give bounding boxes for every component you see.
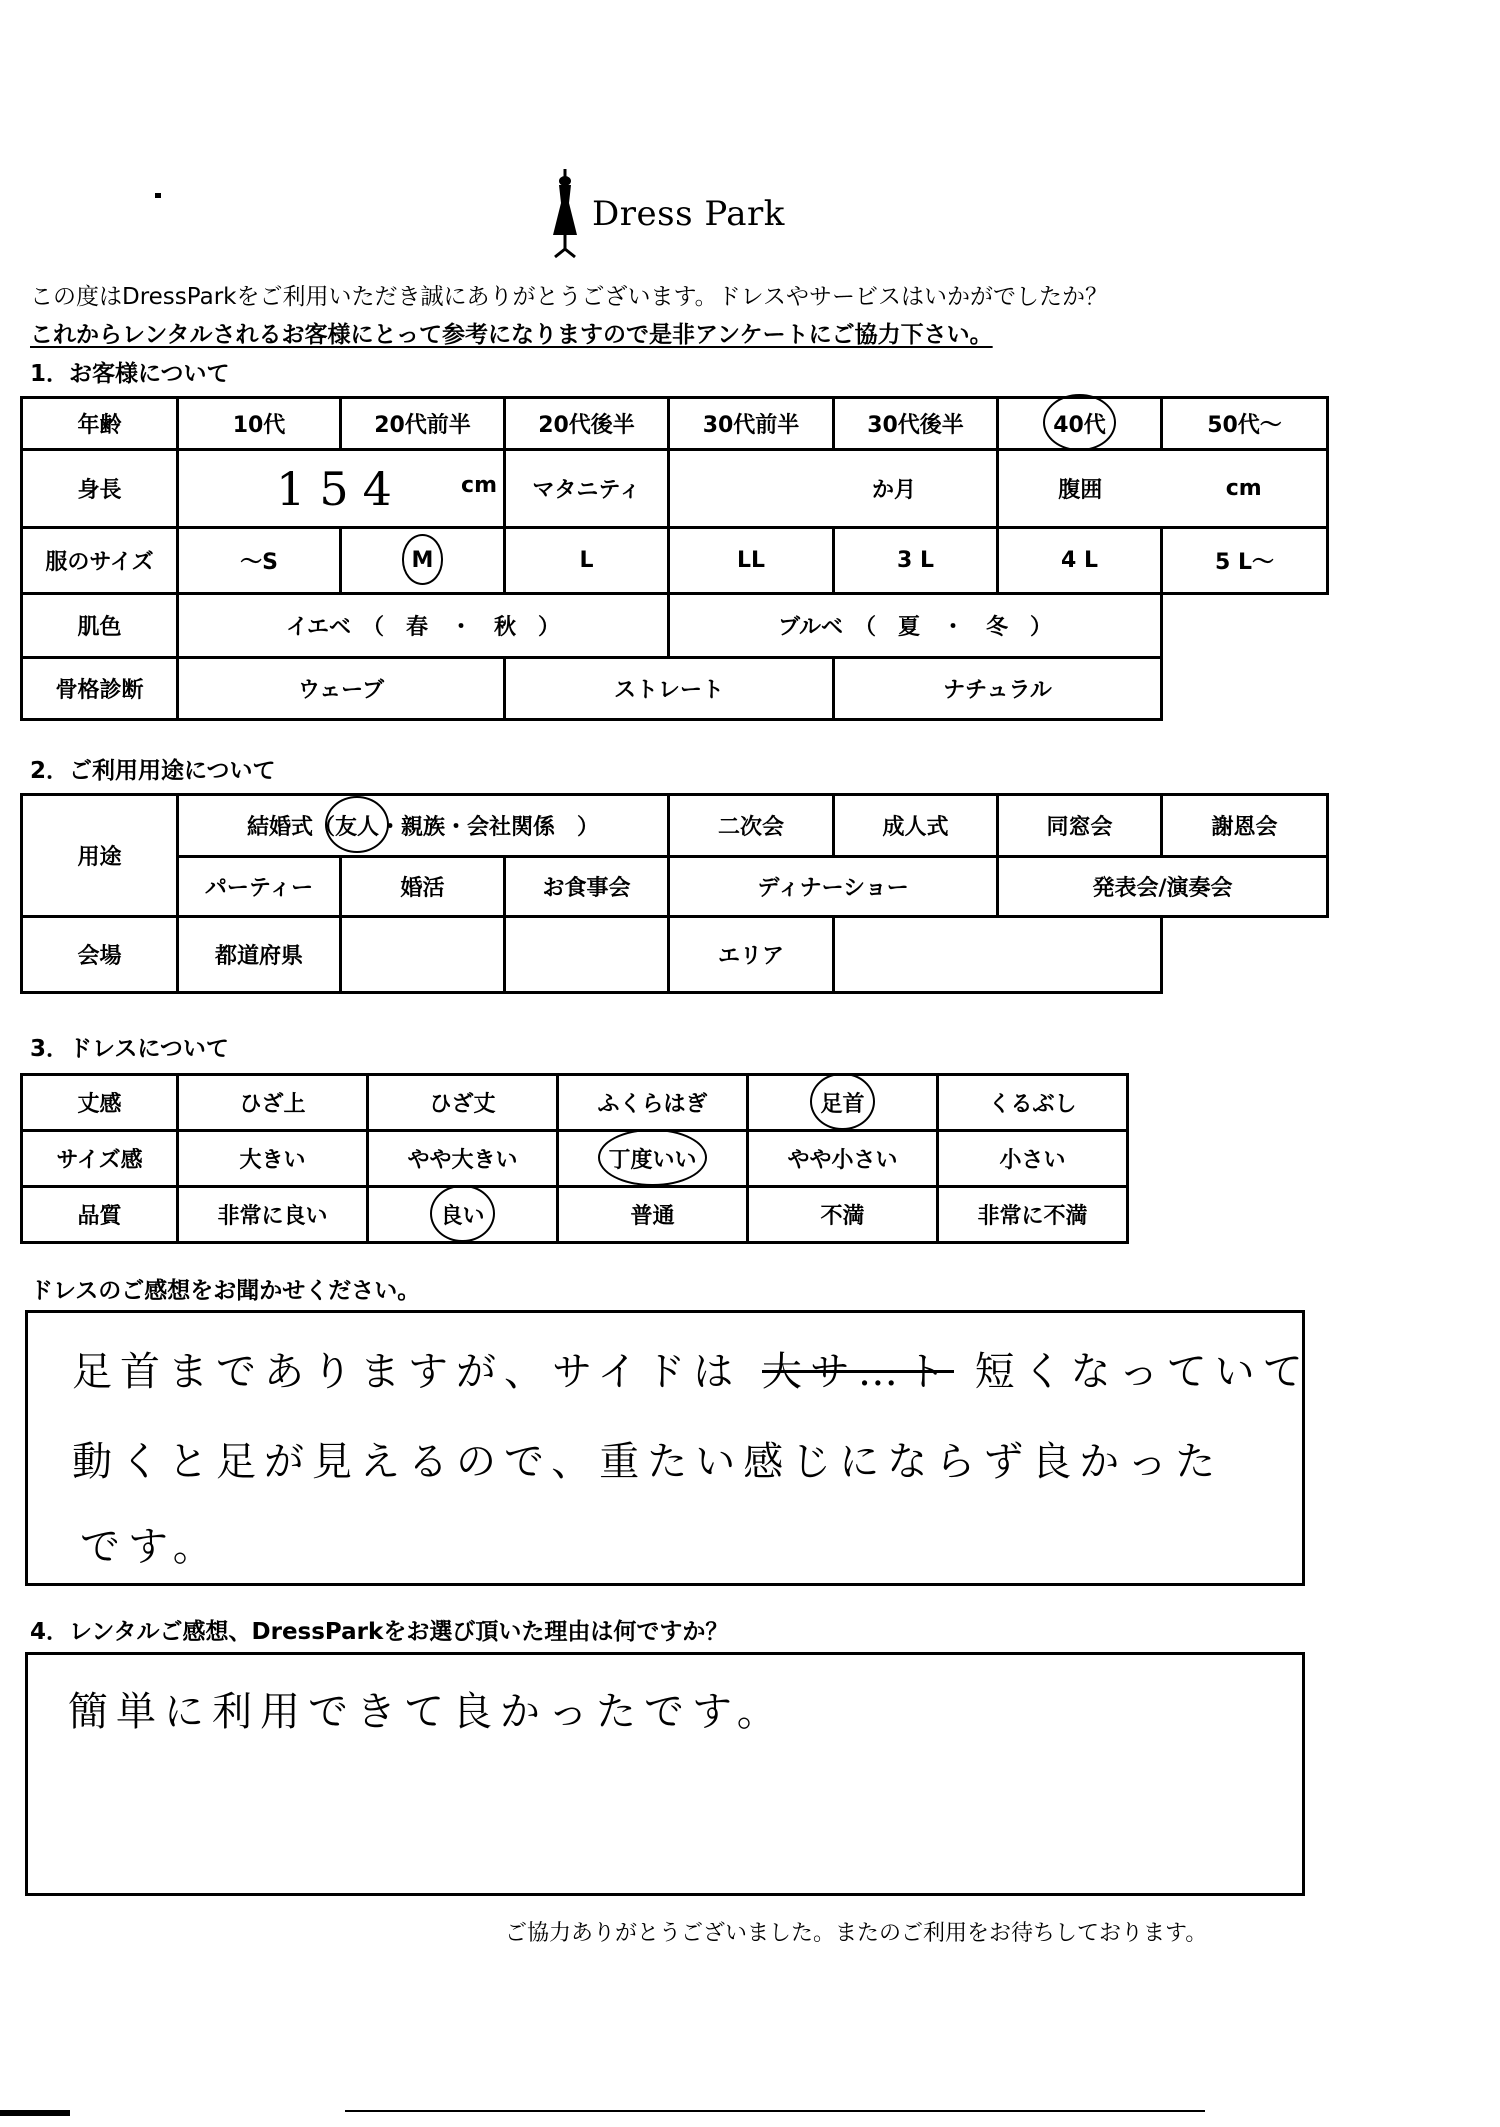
age-option[interactable]: 20代後半 xyxy=(505,398,669,450)
purpose-option[interactable]: 同窓会 xyxy=(998,795,1162,857)
fit-option[interactable]: やや大きい xyxy=(368,1131,558,1187)
dress-table xyxy=(20,1073,1129,1244)
quality-option[interactable]: 不満 xyxy=(748,1187,938,1243)
frame-label: 骨格診断 xyxy=(22,658,178,720)
scan-speck xyxy=(155,193,161,198)
reason-answer: 簡単に利用できて良かったです。 xyxy=(68,1689,785,1735)
maternity-label: マタニティ xyxy=(505,450,669,528)
height-label: 身長 xyxy=(22,450,178,528)
length-option[interactable]: ふくらはぎ xyxy=(558,1075,748,1131)
purpose-option[interactable]: 謝恩会 xyxy=(1162,795,1328,857)
maternity-unit: か月 xyxy=(871,478,916,503)
selection-circle: 丁度いい xyxy=(608,1143,696,1174)
skin-blue-option[interactable]: ブルベ （ 夏 ・ 冬 ） xyxy=(669,594,1162,658)
quality-option[interactable]: 非常に不満 xyxy=(938,1187,1128,1243)
fit-option-selected[interactable] xyxy=(558,1131,748,1187)
frame-row xyxy=(22,658,1328,720)
age-label: 年齢 xyxy=(22,398,178,450)
size-option-selected[interactable] xyxy=(341,528,505,594)
quality-option-selected[interactable] xyxy=(368,1187,558,1243)
waist-unit: cm xyxy=(1225,476,1262,501)
dress-icon xyxy=(550,169,580,259)
wedding-suffix: ・親族・会社関係 ） xyxy=(379,815,600,840)
quality-option[interactable]: 普通 xyxy=(558,1187,748,1243)
wedding-prefix: 結婚式（ xyxy=(246,815,335,840)
purpose-option[interactable]: 二次会 xyxy=(669,795,834,857)
scan-line xyxy=(0,2110,70,2116)
selection-circle: M xyxy=(411,548,434,573)
fit-option[interactable]: やや小さい xyxy=(748,1131,938,1187)
size-label: 服のサイズ xyxy=(22,528,178,594)
age-option[interactable]: 20代前半 xyxy=(341,398,505,450)
quality-option[interactable]: 非常に良い xyxy=(178,1187,368,1243)
brand-name: Dress Park xyxy=(592,194,785,234)
thank-you-footer: ご協力ありがとうございました。またのご利用をお待ちしております。 xyxy=(505,1921,1208,1946)
impression-line: 足首までありますが、サイドは 大サ…ト 短くなっていて xyxy=(72,1349,1311,1395)
selection-circle: 友人 xyxy=(335,810,379,841)
size-row xyxy=(22,528,1328,594)
age-option-selected[interactable] xyxy=(998,398,1162,450)
venue-label: 会場 xyxy=(22,917,178,993)
frame-option[interactable]: ナチュラル xyxy=(834,658,1162,720)
section4-title: 4．レンタルご感想、DressParkをお選び頂いた理由は何ですか？ xyxy=(30,1619,729,1645)
skin-label: 肌色 xyxy=(22,594,178,658)
prefecture-field[interactable] xyxy=(341,917,505,993)
age-option[interactable]: 50代〜 xyxy=(1162,398,1328,450)
size-option[interactable]: LL xyxy=(669,528,834,594)
height-field[interactable] xyxy=(178,450,505,528)
purpose-table xyxy=(20,793,1329,994)
struck-text: 大サ…ト xyxy=(761,1349,954,1395)
length-option[interactable]: ひざ丈 xyxy=(368,1075,558,1131)
intro-request: これからレンタルされるお客様にとって参考になりますので是非アンケートにご協力下さい。 xyxy=(30,322,993,348)
scan-line xyxy=(345,2110,1205,2112)
size-option[interactable]: 4 L xyxy=(998,528,1162,594)
fit-row xyxy=(22,1131,1128,1187)
purpose-label: 用途 xyxy=(22,795,178,917)
impression-label: ドレスのご感想をお聞かせください。 xyxy=(30,1278,421,1304)
brand-logo xyxy=(550,168,785,260)
fit-option[interactable]: 小さい xyxy=(938,1131,1128,1187)
customer-table xyxy=(20,396,1329,721)
fit-label: サイズ感 xyxy=(22,1131,178,1187)
purpose-option[interactable]: 成人式 xyxy=(834,795,998,857)
section2-title: 2．ご利用用途について xyxy=(30,758,276,784)
quality-row xyxy=(22,1187,1128,1243)
selection-circle: 40代 xyxy=(1053,408,1106,439)
age-option[interactable]: 30代後半 xyxy=(834,398,998,450)
skin-row xyxy=(22,594,1328,658)
purpose-option[interactable]: お食事会 xyxy=(505,857,669,917)
purpose-option[interactable]: 婚活 xyxy=(341,857,505,917)
age-option[interactable]: 30代前半 xyxy=(669,398,834,450)
purpose-option[interactable]: パーティー xyxy=(178,857,341,917)
quality-label: 品質 xyxy=(22,1187,178,1243)
prefecture-label: 都道府県 xyxy=(178,917,341,993)
area-label: エリア xyxy=(669,917,834,993)
section1-title: 1．お客様について xyxy=(30,361,230,387)
section3-title: 3．ドレスについて xyxy=(30,1036,229,1062)
size-option[interactable]: L xyxy=(505,528,669,594)
purpose-option[interactable]: ディナーショー xyxy=(669,857,998,917)
purpose-option[interactable]: 発表会/演奏会 xyxy=(998,857,1328,917)
age-row xyxy=(22,398,1328,450)
frame-option[interactable]: ストレート xyxy=(505,658,834,720)
impression-line: です。 xyxy=(80,1524,221,1570)
area-field[interactable] xyxy=(834,917,1162,993)
age-option[interactable]: 10代 xyxy=(178,398,341,450)
size-option[interactable]: 3 L xyxy=(834,528,998,594)
selection-circle: 良い xyxy=(440,1199,484,1230)
impression-line: 動くと足が見えるので、重たい感じにならず良かった xyxy=(72,1439,1224,1485)
maternity-field[interactable] xyxy=(669,450,998,528)
height-unit: cm xyxy=(461,473,497,498)
length-option[interactable]: くるぶし xyxy=(938,1075,1128,1131)
size-option[interactable]: 5 L〜 xyxy=(1162,528,1328,594)
size-option[interactable]: 〜S xyxy=(178,528,341,594)
intro-text: この度はDressParkをご利用いただき誠にありがとうございます。ドレスやサービスはいかがでしたか？ xyxy=(30,284,1108,310)
length-row xyxy=(22,1075,1128,1131)
skin-yellow-option[interactable]: イエベ （ 春 ・ 秋 ） xyxy=(178,594,669,658)
length-option-selected[interactable] xyxy=(748,1075,938,1131)
frame-option[interactable]: ウェーブ xyxy=(178,658,505,720)
waist-label: 腹囲 xyxy=(998,450,1162,528)
selection-circle: 足首 xyxy=(820,1087,864,1118)
fit-option[interactable]: 大きい xyxy=(178,1131,368,1187)
waist-field[interactable] xyxy=(1162,450,1328,528)
length-option[interactable]: ひざ上 xyxy=(178,1075,368,1131)
length-label: 丈感 xyxy=(22,1075,178,1131)
height-row xyxy=(22,450,1328,528)
wedding-option[interactable] xyxy=(178,795,669,857)
height-value: 154 xyxy=(276,461,406,516)
